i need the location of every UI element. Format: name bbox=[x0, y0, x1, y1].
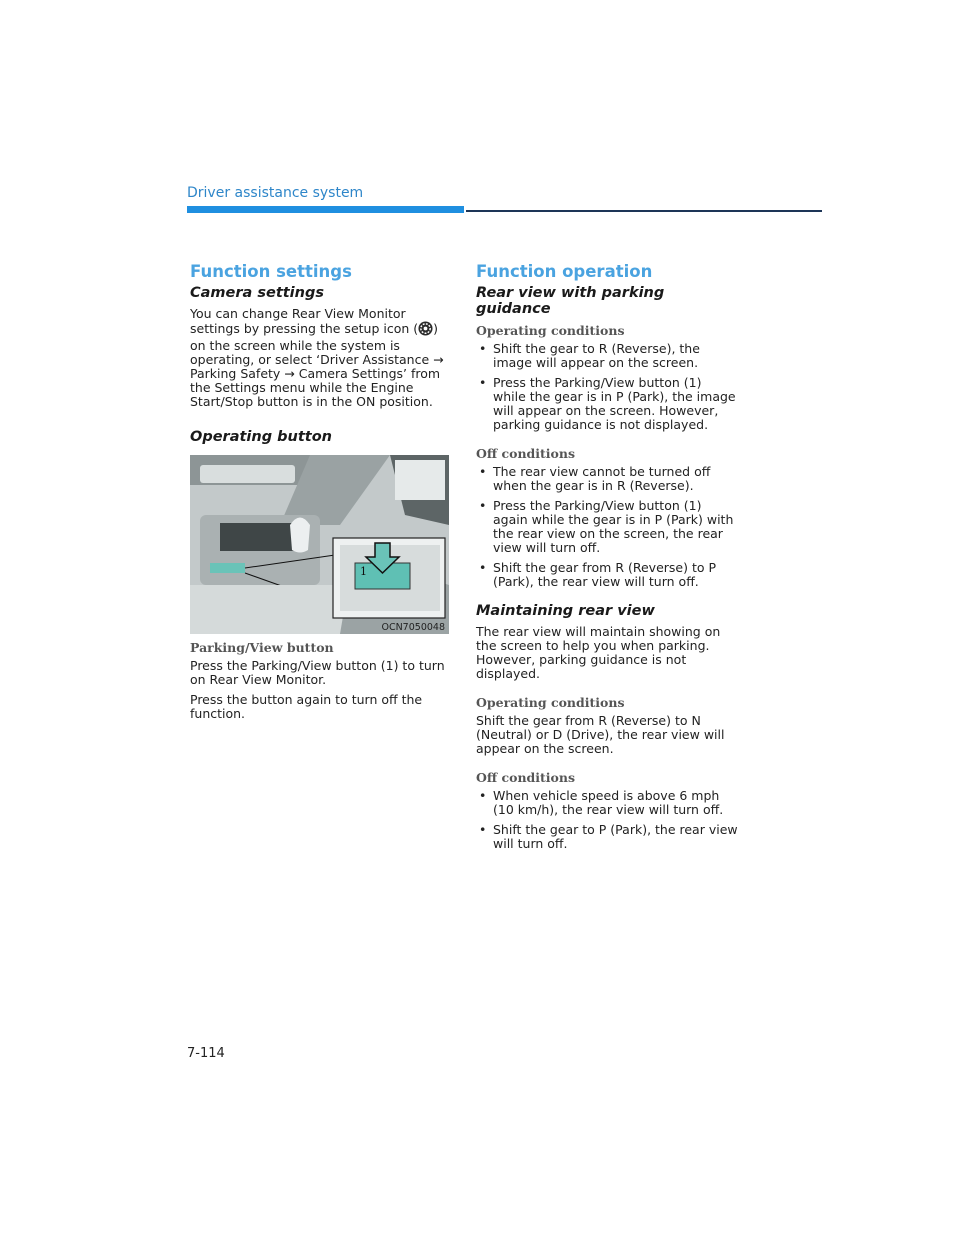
gear-icon bbox=[418, 321, 433, 339]
rear-view-guidance-heading: Rear view with parking guidance bbox=[476, 285, 665, 317]
header-accent-bar bbox=[187, 206, 464, 213]
function-operation-heading: Function operation bbox=[476, 262, 653, 281]
camera-settings-text-b: ) on the screen while the system is operating, or select ‘Driver Assistance → Parking Safety → Camera Settings’ from the Settings menu while the Engine Start/Stop button is in the ON position. bbox=[190, 321, 444, 409]
parking-view-paragraph-2: Press the button again to turn off the function. bbox=[190, 692, 423, 721]
off-conditions-list-2 bbox=[476, 789, 738, 851]
page-number: 7-114 bbox=[187, 1046, 225, 1061]
list-item: • Shift the gear to R (Reverse), the image will appear on the screen. bbox=[476, 342, 738, 370]
section-header-title: Driver assistance system bbox=[187, 185, 364, 201]
off-conditions-title-2: Off conditions bbox=[476, 770, 576, 785]
camera-settings-heading: Camera settings bbox=[190, 285, 324, 301]
operating-conditions-list bbox=[476, 342, 738, 432]
off-conditions-title: Off conditions bbox=[476, 446, 576, 461]
list-item: • When vehicle speed is above 6 mph (10 km/h), the rear view will turn off. bbox=[476, 789, 738, 817]
parking-view-paragraph-1: Press the Parking/View button (1) to turn on Rear View Monitor. bbox=[190, 658, 445, 687]
off-conditions-list bbox=[476, 465, 738, 589]
console-illustration bbox=[190, 455, 449, 634]
maintaining-rear-view-heading: Maintaining rear view bbox=[476, 603, 655, 619]
list-item: • Press the Parking/View button (1) again while the gear is in P (Park) with the rear view on the screen, the rear view will turn off. bbox=[476, 499, 738, 555]
list-item: • Shift the gear to P (Park), the rear view will turn off. bbox=[476, 823, 738, 851]
operating-conditions-title: Operating conditions bbox=[476, 323, 625, 338]
figure-caption: Parking/View button bbox=[190, 640, 334, 655]
camera-settings-text-a: You can change Rear View Monitor settings by pressing the setup icon ( bbox=[190, 306, 419, 336]
callout-number: 1 bbox=[360, 565, 367, 578]
function-settings-heading: Function settings bbox=[190, 262, 352, 281]
list-item: • Shift the gear from R (Reverse) to P (Park), the rear view will turn off. bbox=[476, 561, 738, 589]
left-column bbox=[190, 262, 452, 727]
header-rule bbox=[466, 210, 822, 212]
list-item: • Press the Parking/View button (1) while the gear is in P (Park), the image will appear on the screen. However, parking guidance is not displayed. bbox=[476, 376, 738, 432]
parking-view-button-figure bbox=[190, 455, 449, 634]
operating-conditions-title-2: Operating conditions bbox=[476, 695, 625, 710]
list-item: • The rear view cannot be turned off when the gear is in R (Reverse). bbox=[476, 465, 738, 493]
operating-button-heading: Operating button bbox=[190, 429, 332, 445]
maintaining-paragraph: The rear view will maintain showing on the screen to help you when parking. However, parking guidance is not displayed. bbox=[476, 624, 721, 681]
camera-settings-paragraph bbox=[190, 307, 452, 409]
operating-conditions-paragraph-2: Shift the gear from R (Reverse) to N (Neutral) or D (Drive), the rear view will appear on the screen. bbox=[476, 713, 725, 756]
figure-code: OCN7050048 bbox=[381, 622, 445, 633]
right-column bbox=[476, 262, 738, 857]
